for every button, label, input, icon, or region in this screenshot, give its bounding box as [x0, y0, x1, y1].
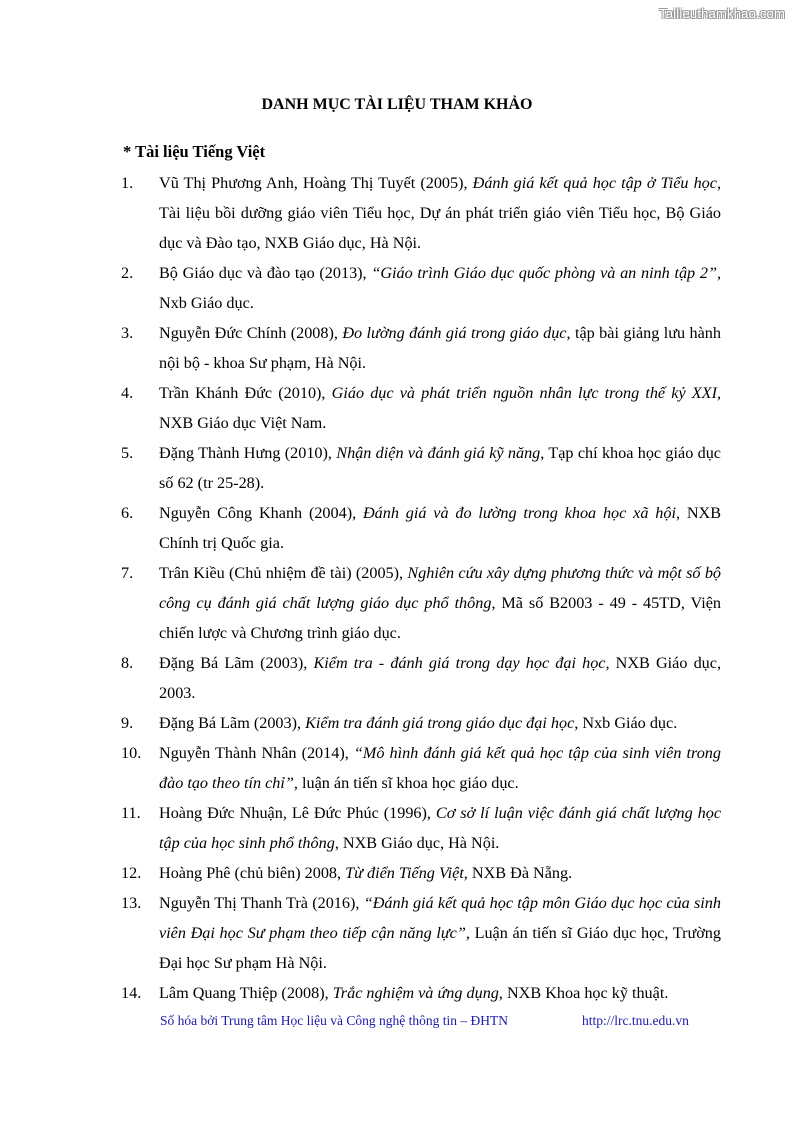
reference-author: Đặng Bá Lãm (2003), [159, 714, 306, 732]
reference-title: “Giáo trình Giáo dục quốc phòng và an ninh tập 2”, [371, 264, 721, 282]
reference-publisher: Nxb Giáo dục. [578, 714, 678, 732]
reference-publisher: Nxb Giáo dục. [159, 294, 254, 312]
reference-author: Đặng Thành Hưng (2010), [159, 444, 337, 462]
reference-number: 13. [121, 894, 142, 912]
reference-publisher: , Luận án tiến sĩ Giáo dục học, Trường Đại học Sư phạm Hà Nội. [159, 924, 721, 972]
reference-number: 14. [121, 984, 142, 1002]
reference-item [121, 648, 721, 708]
reference-item [121, 978, 721, 1008]
reference-item [121, 498, 721, 558]
reference-number: 2. [121, 264, 134, 282]
reference-publisher: NXB Đà Nẵng. [467, 864, 573, 882]
reference-number: 7. [121, 564, 134, 582]
reference-item [121, 258, 721, 318]
reference-number: 4. [121, 384, 134, 402]
reference-title: Nhận diện và đánh giá kỹ năng [336, 444, 541, 462]
reference-number: 8. [121, 654, 134, 672]
reference-title: Kiểm tra - đánh giá trong dạy học đại học [313, 654, 606, 672]
footer-source: Số hóa bởi Trung tâm Học liệu và Công nghệ thông tin – ĐHTN [160, 1013, 509, 1028]
reference-publisher: , Tài liệu bồi dưỡng giáo viên Tiểu học, Dự án phát triển giáo viên Tiểu học, Bộ Giáo dục và Đào tạo, NXB Giáo dục, Hà Nội. [159, 174, 721, 252]
page-title: DANH MỤC TÀI LIỆU THAM KHẢO [261, 96, 533, 113]
reference-item [121, 318, 721, 378]
reference-publisher: NXB Chính trị Quốc gia. [159, 504, 721, 552]
reference-number: 3. [121, 324, 134, 342]
reference-author: Hoàng Phê (chủ biên) 2008, [159, 864, 346, 882]
reference-title: Giáo dục và phát triển nguồn nhân lực trong thế kỷ XXI, [331, 384, 722, 402]
reference-title: Đánh giá và đo lường trong khoa học xã hội, [362, 504, 680, 522]
reference-item [121, 798, 721, 858]
reference-list [121, 168, 721, 1008]
reference-number: 1. [121, 174, 134, 192]
reference-title: Từ điển Tiếng Việt, [345, 864, 468, 882]
reference-title: Nghiên cứu xây dựng phương thức và một số bộ công cụ đánh giá chất lượng giáo dục phổ thông [159, 564, 722, 612]
reference-number: 9. [121, 714, 134, 732]
reference-number: 5. [121, 444, 134, 462]
reference-title: “Mô hình đánh giá kết quả học tập của sinh viên trong đào tạo theo tín chỉ”, [159, 744, 721, 792]
reference-item [121, 168, 721, 258]
reference-author: Trần Khánh Đức (2010), [159, 384, 332, 402]
reference-publisher: , Tạp chí khoa học giáo dục số 62 (tr 25-28). [159, 444, 721, 492]
reference-item [121, 378, 721, 438]
footer-url-link[interactable]: http://lrc.tnu.edu.vn [582, 1013, 689, 1028]
reference-publisher: , tập bài giảng lưu hành nội bộ - khoa Sư phạm, Hà Nội. [159, 324, 721, 372]
reference-author: Vũ Thị Phương Anh, Hoàng Thị Tuyết (2005), [159, 174, 473, 192]
reference-publisher: NXB Giáo dục Việt Nam. [159, 414, 327, 432]
reference-number: 10. [121, 744, 142, 762]
reference-publisher: , Mã số B2003 - 49 - 45TD, Viện chiến lược và Chương trình giáo dục. [159, 594, 721, 642]
reference-item [121, 558, 721, 648]
reference-author: Nguyễn Đức Chính (2008), [159, 324, 343, 342]
reference-title: Cơ sở lí luận việc đánh giá chất lượng học tập của học sinh phổ thông [159, 804, 722, 852]
reference-author: Lâm Quang Thiệp (2008), [159, 984, 333, 1002]
reference-publisher: , NXB Khoa học kỹ thuật. [498, 984, 669, 1002]
reference-title: “Đánh giá kết quả học tập môn Giáo dục học của sinh viên Đại học Sư phạm theo tiếp cận năng lực” [159, 894, 721, 942]
reference-author: Nguyễn Thành Nhân (2014), [159, 744, 354, 762]
reference-author: Bộ Giáo dục và đào tạo (2013), [159, 264, 372, 282]
reference-item [121, 858, 721, 888]
watermark: Tailieuthamkhao.com [659, 6, 785, 21]
reference-title: Đo lường đánh giá trong giáo dục [342, 324, 567, 342]
reference-title: Kiểm tra đánh giá trong giáo dục đại học, [305, 714, 579, 732]
reference-number: 6. [121, 504, 134, 522]
reference-author: Nguyễn Thị Thanh Trà (2016), [159, 894, 364, 912]
reference-item [121, 888, 721, 978]
reference-title: Trắc nghiệm và ứng dụng [332, 984, 499, 1002]
reference-number: 12. [121, 864, 142, 882]
reference-item [121, 438, 721, 498]
reference-publisher: , NXB Giáo dục, Hà Nội. [334, 834, 500, 852]
reference-author: Hoàng Đức Nhuận, Lê Đức Phúc (1996), [159, 804, 436, 822]
section-heading: * Tài liệu Tiếng Việt [123, 142, 266, 161]
reference-number: 11. [121, 804, 141, 822]
reference-author: Nguyễn Công Khanh (2004), [159, 504, 363, 522]
reference-item [121, 738, 721, 798]
reference-title: Đánh giá kết quả học tập ở Tiểu học [472, 174, 717, 192]
reference-item [121, 708, 721, 738]
reference-author: Trân Kiều (Chủ nhiệm đề tài) (2005), [159, 564, 408, 582]
reference-publisher: luận án tiến sĩ khoa học giáo dục. [297, 774, 519, 792]
reference-author: Đặng Bá Lãm (2003), [159, 654, 314, 672]
reference-publisher: , NXB Giáo dục, 2003. [159, 654, 722, 702]
